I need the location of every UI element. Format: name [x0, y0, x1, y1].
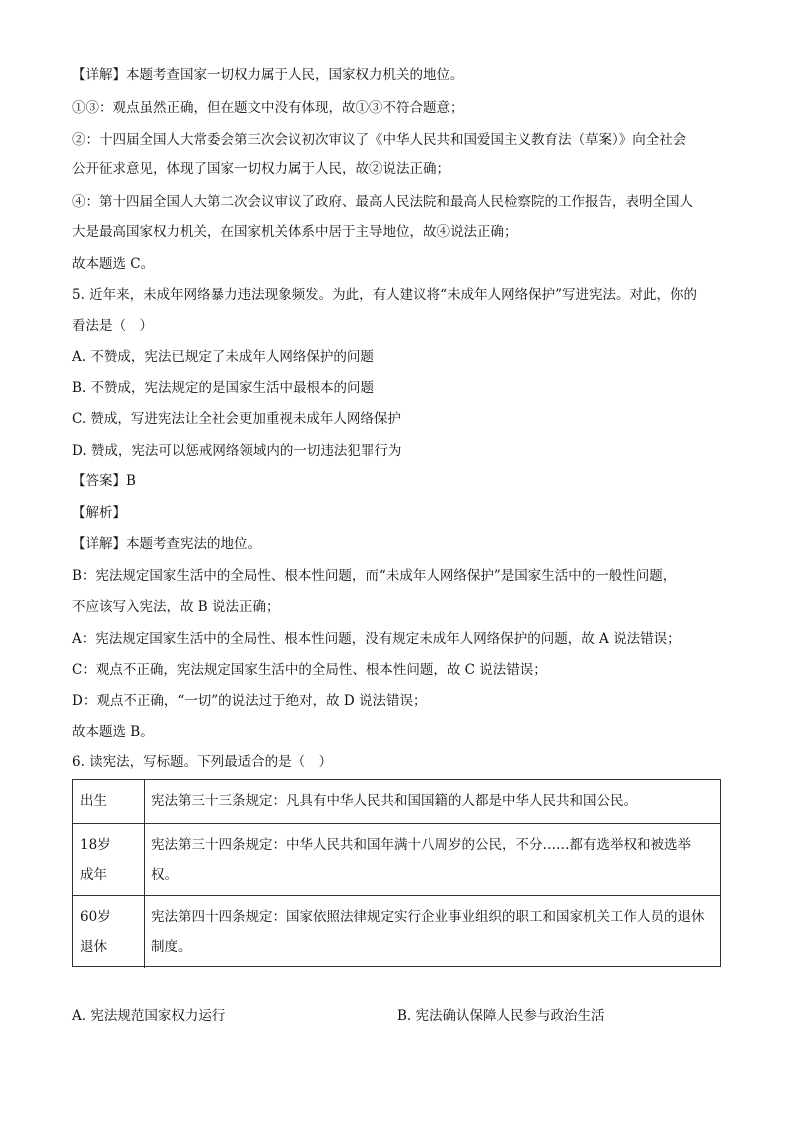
text-line: C：观点不正确，宪法规定国家生活中的全局性、根本性问题，故 C 说法错误；: [72, 662, 547, 678]
question-6-stem: 6. 读宪法，写标题。下列最适合的是（ ）: [72, 754, 333, 770]
text-line: 【详解】本题考查宪法的地位。: [72, 536, 261, 552]
text-line: 故本题选 C。: [72, 256, 155, 272]
option-d: D. 赞成，宪法可以惩戒网络领域内的一切违法犯罪行为: [72, 443, 402, 459]
question-5-stem: 5. 近年来，未成年网络暴力违法现象频发。为此，有人建议将“未成年人网络保护”写进宪法。对此，你的: [72, 287, 697, 303]
option-c: C. 赞成，写进宪法让全社会更加重视未成年人网络保护: [72, 411, 401, 427]
table-row: [73, 780, 720, 824]
option-a: A. 宪法规范国家权力运行: [72, 1008, 226, 1024]
row-label: 18岁成年: [73, 824, 145, 895]
text-line: ①③：观点虽然正确，但在题文中没有体现，故①③不符合题意；: [72, 100, 464, 116]
text-line: 不应该写入宪法，故 B 说法正确；: [72, 599, 280, 615]
option-a: A. 不赞成，宪法已规定了未成年人网络保护的问题: [72, 349, 374, 365]
text-line: ②：十四届全国人大常委会第三次会议初次审议了《中华人民共和国爱国主义教育法（草案）》向全社会: [72, 132, 687, 148]
row-label: 60岁退休: [73, 896, 145, 968]
text-line: ④：第十四届全国人大第二次会议审议了政府、最高人民法院和最高人民检察院的工作报告，表明全国人: [72, 194, 693, 210]
option-b: B. 宪法确认保障人民参与政治生活: [397, 1008, 605, 1024]
text-line: 公开征求意见，体现了国家一切权力属于人民，故②说法正确；: [72, 161, 450, 177]
text-line: D：观点不正确，“一切”的说法过于绝对，故 D 说法错误；: [72, 693, 427, 709]
option-b: B. 不赞成，宪法规定的是国家生活中最根本的问题: [72, 380, 375, 396]
answer: 【答案】B: [72, 473, 136, 489]
analysis-heading: 【解析】: [72, 505, 126, 521]
constitution-table: [72, 779, 721, 967]
question-5-stem: 看法是（ ）: [72, 318, 153, 334]
row-label: 出生: [73, 780, 145, 823]
row-text: 宪法第三十三条规定：凡具有中华人民共和国国籍的人都是中华人民共和国公民。: [151, 793, 637, 809]
row-text: 宪法第三十四条规定：中华人民共和国年满十八周岁的公民，不分……都有选举权和被选举权。: [151, 837, 691, 883]
text-line: 【详解】本题考查国家一切权力属于人民，国家权力机关的地位。: [72, 67, 464, 83]
table-row: [73, 896, 720, 968]
text-line: 故本题选 B。: [72, 724, 154, 740]
row-text: 宪法第四十四条规定：国家依照法律规定实行企业事业组织的职工和国家机关工作人员的退休制度。: [151, 909, 705, 955]
text-line: 大是最高国家权力机关，在国家机关体系中居于主导地位，故④说法正确；: [72, 224, 518, 240]
text-line: B：宪法规定国家生活中的全局性、根本性问题，而“未成年人网络保护”是国家生活中的一般性问题，: [72, 568, 677, 584]
text-line: A：宪法规定国家生活中的全局性、根本性问题，没有规定未成年人网络保护的问题，故 A 说法错误；: [72, 631, 681, 647]
table-row: [73, 824, 720, 896]
